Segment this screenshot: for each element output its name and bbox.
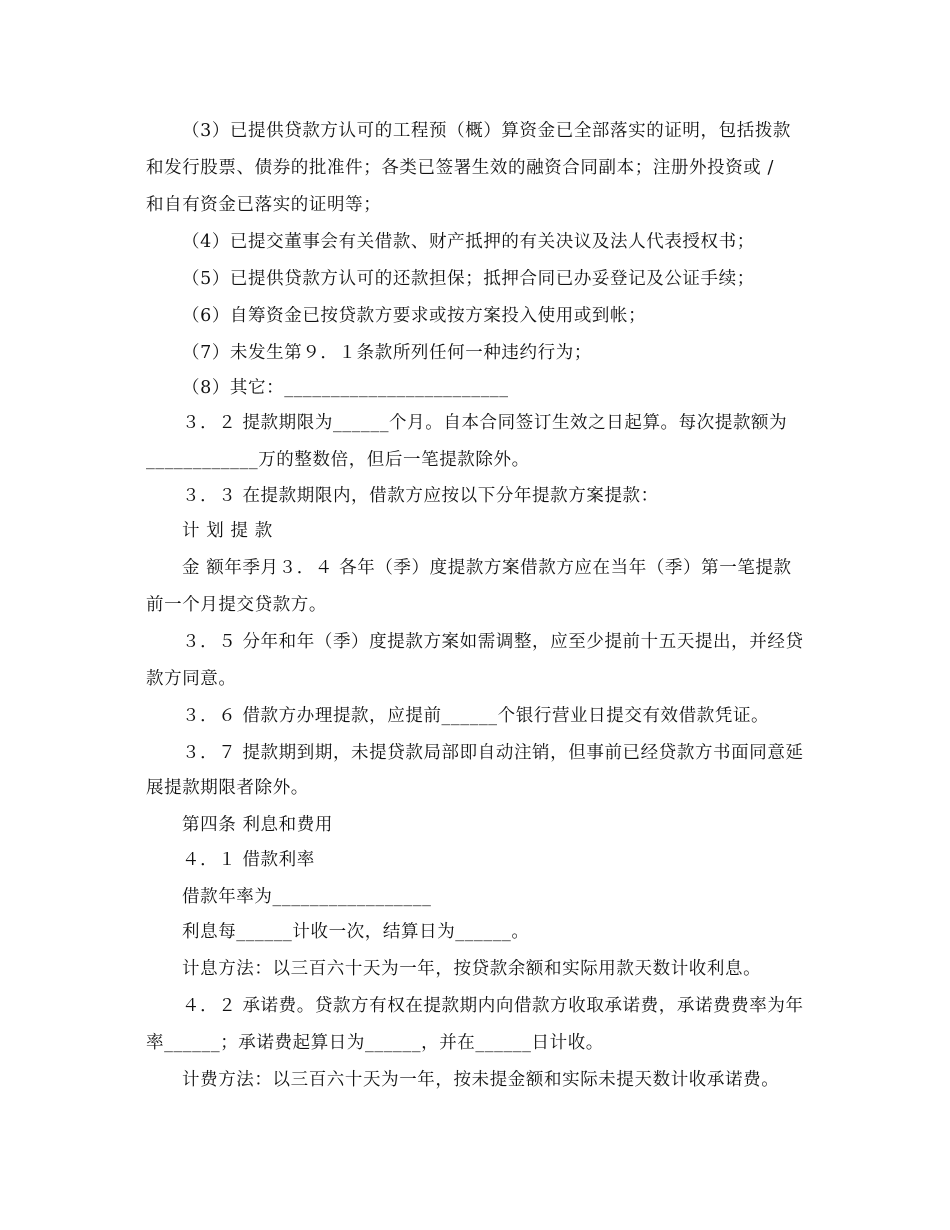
text-line: 和自有资金已落实的证明等； xyxy=(146,195,382,215)
text-line: 利息每______计收一次，结算日为______。 xyxy=(182,922,530,942)
text-line: 款方同意。 xyxy=(146,669,237,689)
text-line: 展提款期限者除外。 xyxy=(146,778,309,798)
text-line: 借款年率为_________________ xyxy=(182,887,432,907)
text-line: （5）已提供贷款方认可的还款担保；抵押合同已办妥登记及公证手续； xyxy=(182,269,755,289)
section-heading: 第四条 利息和费用 xyxy=(182,815,333,835)
text-line: ____________万的整数倍，但后一笔提款除外。 xyxy=(146,450,530,470)
text-line: 率______；承诺费起算日为______，并在______日计收。 xyxy=(146,1033,604,1053)
text-line: ４．２ 承诺费。贷款方有权在提款期内向借款方收取承诺费，承诺费费率为年 xyxy=(182,996,804,1016)
text-line: 前一个月提交贷款方。 xyxy=(146,595,327,615)
text-line: ４．１ 借款利率 xyxy=(182,850,315,870)
text-line: ３．７ 提款期到期，未提贷款局部即自动注销，但事前已经贷款方书面同意延 xyxy=(182,743,804,763)
text-line: ３．６ 借款方办理提款，应提前______个银行营业日提交有效借款凭证。 xyxy=(182,706,770,726)
text-line: 计息方法：以三百六十天为一年，按贷款余额和实际用款天数计收利息。 xyxy=(182,959,762,979)
text-line: （8）其它：________________________ xyxy=(182,378,509,398)
text-line: ３．３ 在提款期限内，借款方应按以下分年提款方案提款： xyxy=(182,486,659,506)
text-line: ３．２ 提款期限为______个月。自本合同签订生效之日起算。每次提款额为 xyxy=(182,413,788,433)
text-line: 和发行股票、债券的批准件；各类已签署生效的融资合同副本；注册外投资或 / xyxy=(146,158,775,178)
text-line: （6）自筹资金已按贷款方要求或按方案投入使用或到帐； xyxy=(182,306,647,326)
text-line: ３．５ 分年和年（季）度提款方案如需调整，应至少提前十五天提出，并经贷 xyxy=(182,632,804,652)
text-line: （4）已提交董事会有关借款、财产抵押的有关决议及法人代表授权书； xyxy=(182,232,755,252)
text-line: （7）未发生第９．１条款所列任何一种违约行为； xyxy=(182,343,592,363)
text-line: 金 额年季月３．４ 各年（季）度提款方案借款方应在当年（季）第一笔提款 xyxy=(182,558,792,578)
text-line: （3）已提供贷款方认可的工程预（概）算资金已全部落实的证明，包括拨款 xyxy=(182,121,792,141)
text-line: 计费方法：以三百六十天为一年，按未提金额和实际未提天数计收承诺费。 xyxy=(182,1070,780,1090)
text-line: 计 划 提 款 xyxy=(182,521,273,541)
